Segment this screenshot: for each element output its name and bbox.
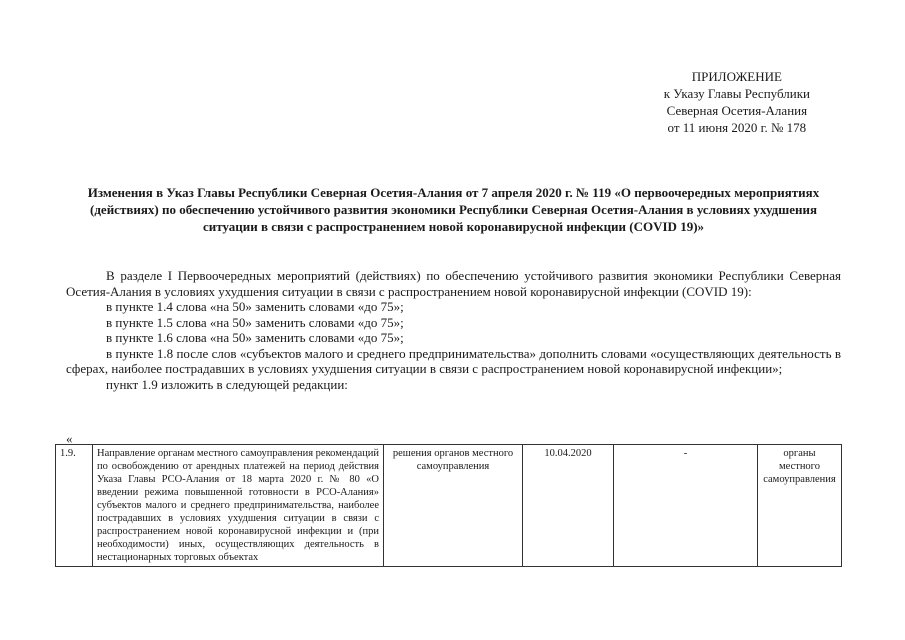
row-instrument: решения органов местного самоуправления: [384, 445, 523, 567]
appendix-republic: Северная Осетия-Алания: [666, 103, 808, 118]
row-dash: -: [614, 445, 758, 567]
row-description: Направление органам местного самоуправления рекомендаций по освобождению от арендных платежей на период действия Указа Главы РСО-Алания от 18 марта 2020 г. № 80 «О введении режима повышенной готовности в РСО-Алания» субъектов малого и среднего предпринимательства, наиболее пострадавших в условиях ухудшения ситуации в связи с распространением новой коронавирусной инфекции и (при необходимости) иных, осуществляющих деятельность в нестационарных торговых объектах: [93, 445, 384, 567]
appendix-date-number: от 11 июня 2020 г. № 178: [667, 120, 807, 135]
row-responsible: органы местного самоуправления: [758, 445, 842, 567]
row-number: 1.9.: [56, 445, 93, 567]
measures-table: [55, 444, 842, 567]
row-date: 10.04.2020: [523, 445, 614, 567]
opening-quote: «: [66, 431, 73, 446]
amendment-1-9: пункт 1.9 изложить в следующей редакции:: [106, 376, 348, 392]
document-title: Изменения в Указ Главы Республики Северная Осетия-Алания от 7 апреля 2020 г. № 119 «О первоочередных мероприятиях (действиях) по обеспечению устойчивого развития экономики Республики Северная Осетия-Алания в условиях ухудшения ситуации в связи с распространением новой коронавирусной инфекции (COVID 19)»: [87, 185, 820, 234]
document-body: [66, 268, 841, 392]
appendix-header: [664, 68, 810, 136]
intro-paragraph: В разделе I Первоочередных мероприятий (действиях) по обеспечению устойчивого развития экономики Республики Северная Осетия-Алания в условиях ухудшения ситуации в связи с распространением новой коронавирусной инфекции (COVID 19):: [66, 268, 841, 299]
amendment-1-8: в пункте 1.8 после слов «субъектов малого и среднего предпринимательства» дополнить словами «осуществляющих деятельность в сферах, наиболее пострадавших в условиях ухудшения ситуации в связи с распространением новой коронавирусной инфекции»;: [66, 345, 841, 376]
appendix-decree-ref: к Указу Главы Республики: [663, 86, 810, 101]
table-row: [56, 445, 842, 567]
appendix-title: ПРИЛОЖЕНИЕ: [691, 69, 782, 84]
amendment-1-4: в пункте 1.4 слова «на 50» заменить словами «до 75»;: [106, 299, 404, 314]
amendment-1-6: в пункте 1.6 слова «на 50» заменить словами «до 75»;: [106, 330, 404, 345]
amendment-1-5: в пункте 1.5 слова «на 50» заменить словами «до 75»;: [106, 314, 404, 330]
